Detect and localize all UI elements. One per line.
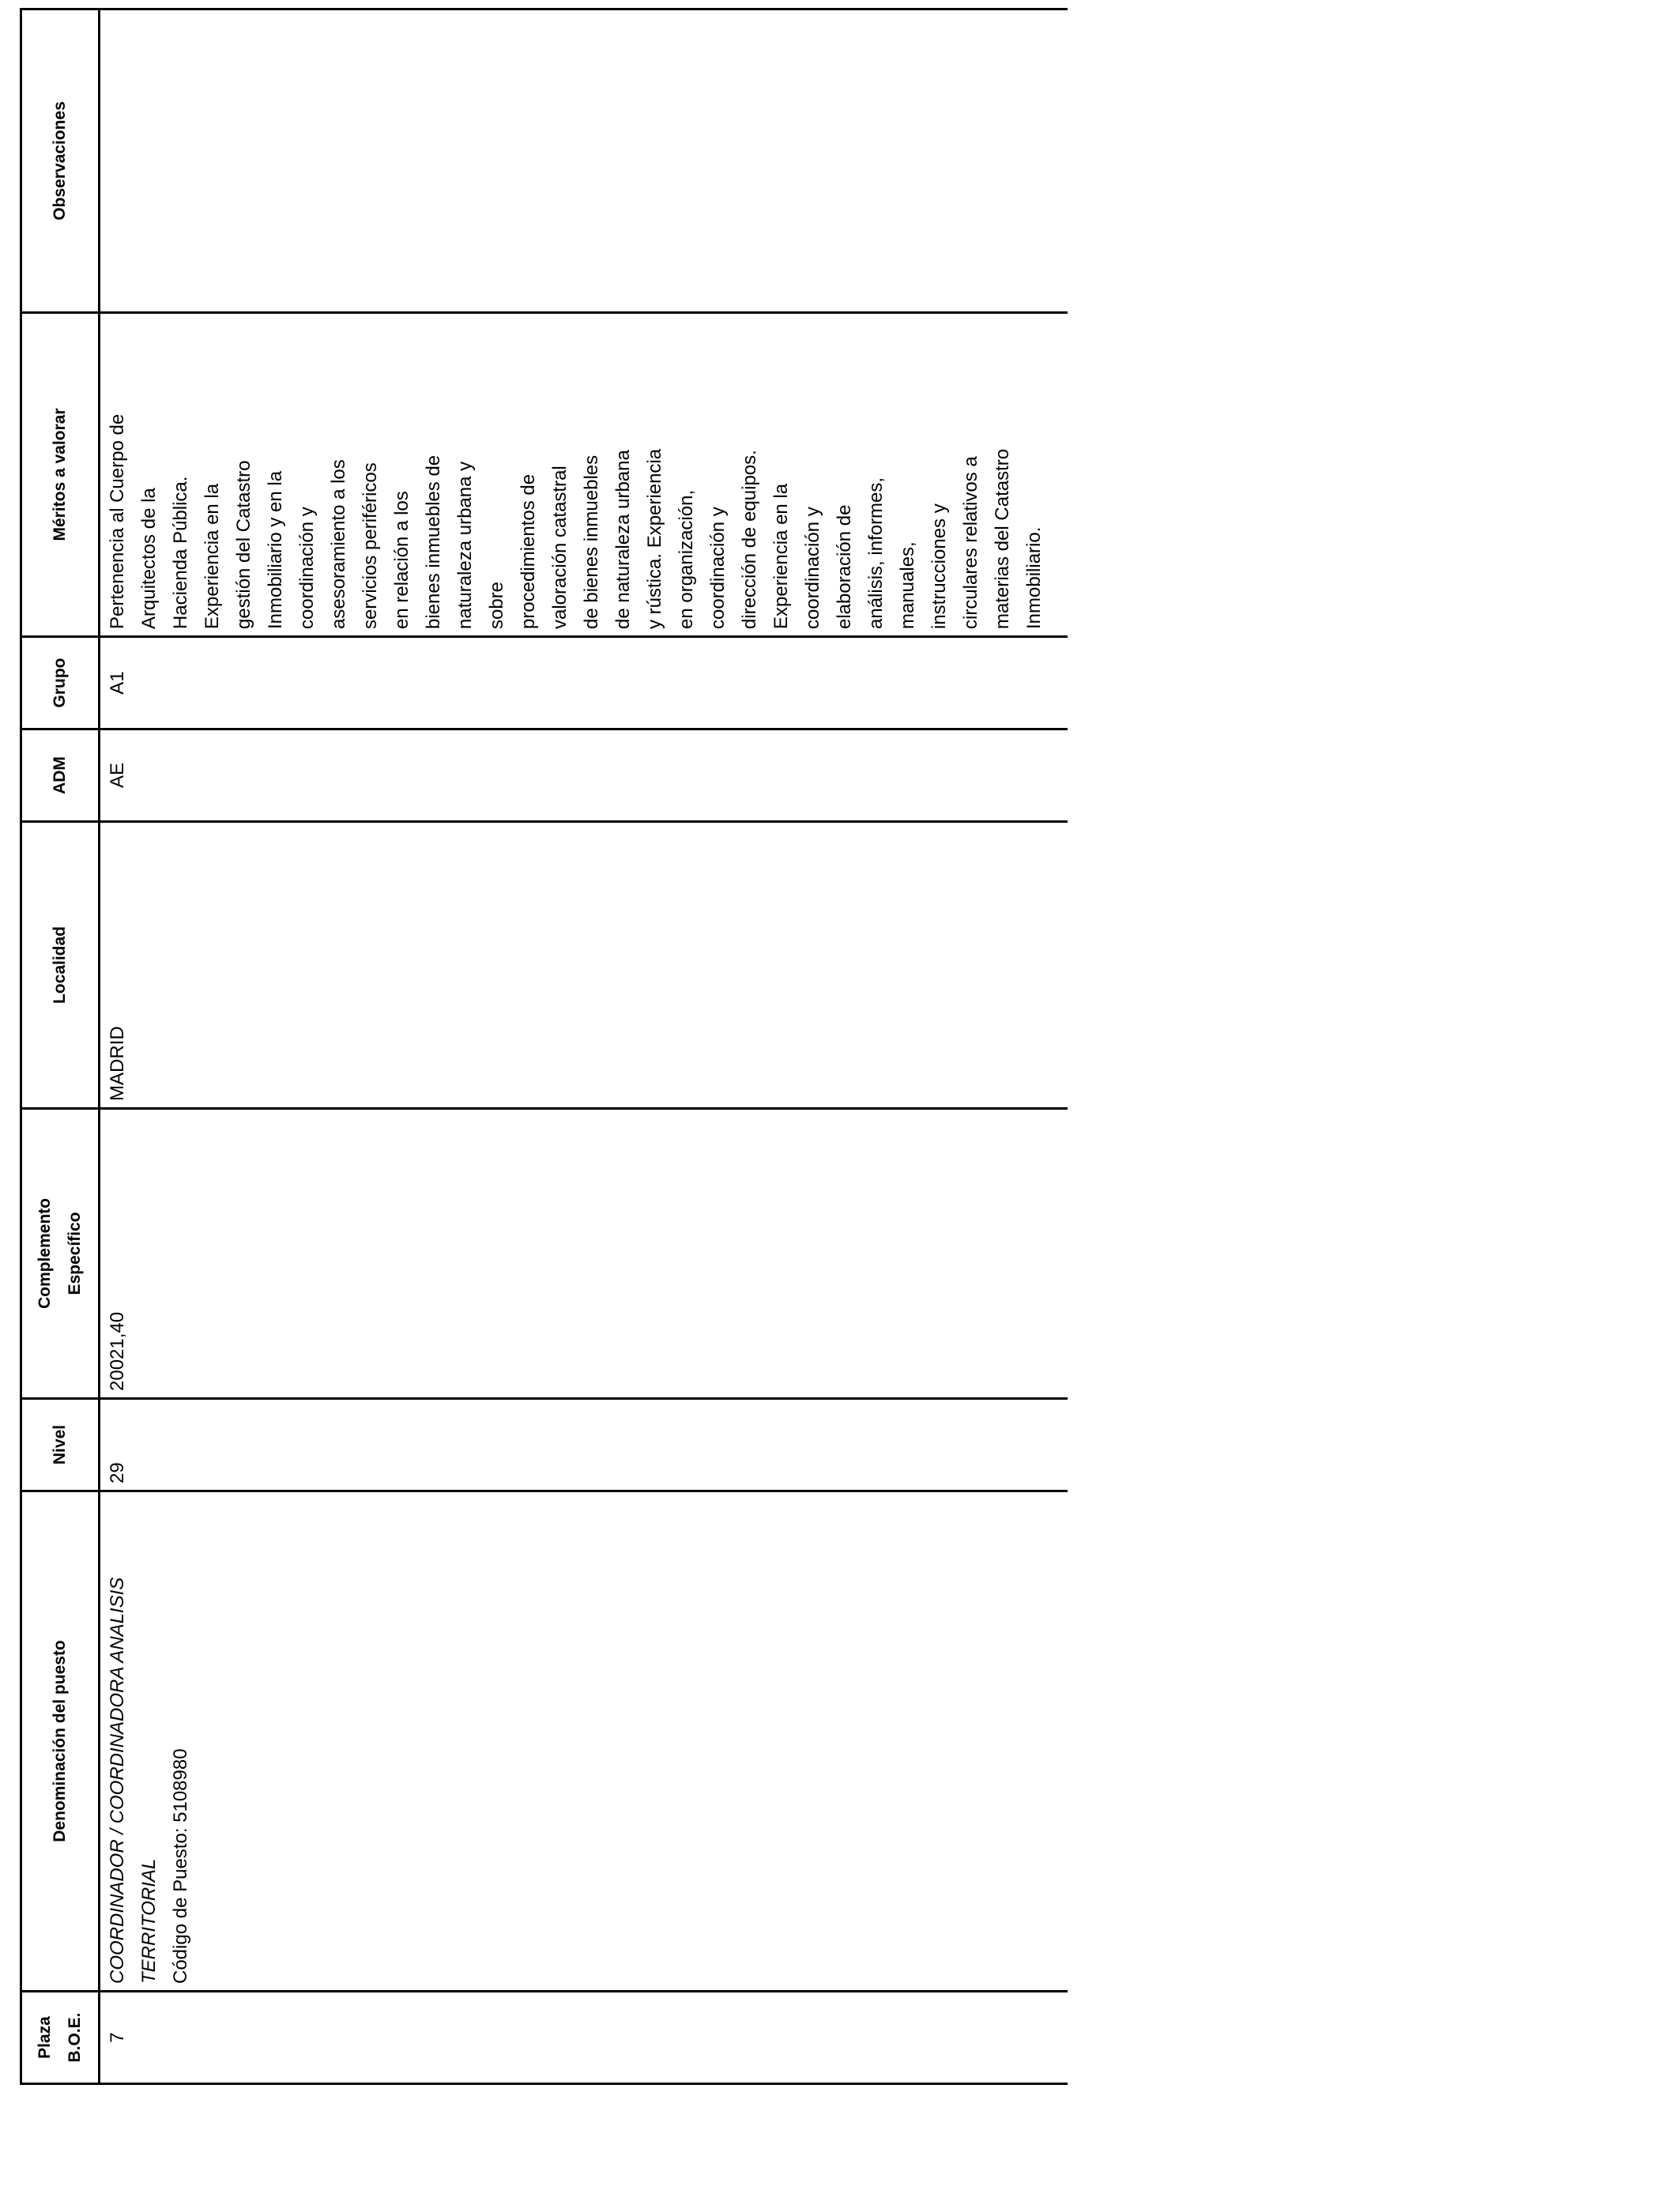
- meritos-line: Inmobiliario y en la: [265, 470, 286, 629]
- meritos-line: dirección de equipos.: [739, 450, 760, 629]
- positions-table: [20, 8, 1068, 2085]
- meritos-line: coordinación y: [296, 507, 318, 629]
- observaciones-value: [100, 10, 102, 311]
- rotated-table-wrapper: [20, 10, 1063, 2085]
- denominacion-line2: TERRITORIAL: [138, 1858, 160, 1984]
- meritos-line: manuales,: [897, 541, 918, 629]
- header-adm: ADM: [21, 729, 100, 822]
- meritos-line: elaboración de: [834, 504, 855, 629]
- meritos-line: Arquitectos de la: [138, 488, 160, 629]
- plaza-value: 7: [107, 2032, 128, 2043]
- meritos-line: valoración catastral: [549, 466, 571, 629]
- cell-adm: [100, 729, 1068, 822]
- meritos-line: Pertenencia al Cuerpo de: [107, 413, 128, 629]
- header-complemento-line1: Complemento: [36, 1198, 54, 1310]
- cell-complemento: [100, 1109, 1068, 1399]
- meritos-line: naturaleza urbana y: [454, 461, 476, 629]
- meritos-line: y rústica. Experiencia: [644, 448, 665, 629]
- meritos-line: gestión del Catastro: [233, 460, 254, 629]
- meritos-line: Experiencia en la: [202, 483, 223, 629]
- header-plaza: [21, 1992, 100, 2084]
- meritos-line: coordinación y: [707, 507, 729, 629]
- header-complemento-line2: Específico: [66, 1212, 84, 1295]
- meritos-line: de naturaleza urbana: [612, 450, 634, 629]
- cell-nivel: [100, 1399, 1068, 1491]
- cell-plaza: [100, 1992, 1068, 2084]
- header-denominacion: Denominación del puesto: [21, 1491, 100, 1992]
- cell-meritos: [100, 313, 1068, 637]
- header-meritos: Méritos a valorar: [21, 313, 100, 637]
- adm-value: AE: [107, 763, 128, 789]
- denominacion-block: [100, 1492, 197, 1990]
- table-row: [100, 9, 1068, 2084]
- meritos-line: en relación a los: [391, 491, 412, 629]
- meritos-text: [100, 314, 1050, 635]
- header-nivel: Nivel: [21, 1399, 100, 1491]
- meritos-line: Experiencia en la: [770, 483, 792, 629]
- header-plaza-line2: B.O.E.: [66, 2012, 84, 2063]
- meritos-line: asesoramiento a los: [328, 459, 349, 629]
- localidad-value: MADRID: [107, 1026, 128, 1101]
- meritos-line: Inmobiliario.: [1023, 526, 1045, 629]
- codigo-puesto: Código de Puesto: 5108980: [170, 1748, 191, 1984]
- meritos-line: instrucciones y: [929, 503, 950, 629]
- meritos-line: materias del Catastro: [992, 448, 1013, 629]
- meritos-line: bienes inmuebles de: [423, 454, 444, 629]
- grupo-value: A1: [107, 671, 128, 695]
- meritos-line: en organización,: [676, 489, 697, 629]
- nivel-value: 29: [107, 1462, 128, 1483]
- cell-observaciones: [100, 9, 1068, 313]
- cell-grupo: [100, 637, 1068, 729]
- meritos-line: coordinación y: [802, 507, 823, 629]
- meritos-line: circulares relativos a: [960, 456, 981, 629]
- meritos-line: sobre: [486, 581, 507, 629]
- denominacion-line1: COORDINADOR / COORDINADORA ANALISIS: [107, 1577, 128, 1984]
- header-observaciones: Observaciones: [21, 9, 100, 313]
- complemento-value: 20021,40: [107, 1311, 128, 1391]
- cell-denominacion: [100, 1491, 1068, 1992]
- meritos-line: procedimientos de: [518, 473, 539, 629]
- header-grupo: Grupo: [21, 637, 100, 729]
- meritos-line: Hacienda Pública.: [170, 476, 191, 629]
- meritos-line: análisis, informes,: [865, 477, 887, 629]
- header-complemento: [21, 1109, 100, 1399]
- cell-localidad: [100, 822, 1068, 1109]
- header-row: [21, 9, 100, 2084]
- meritos-line: servicios periféricos: [360, 462, 381, 629]
- header-plaza-line1: Plaza: [36, 2016, 54, 2059]
- header-localidad: Localidad: [21, 822, 100, 1109]
- meritos-line: de bienes inmuebles: [581, 454, 602, 629]
